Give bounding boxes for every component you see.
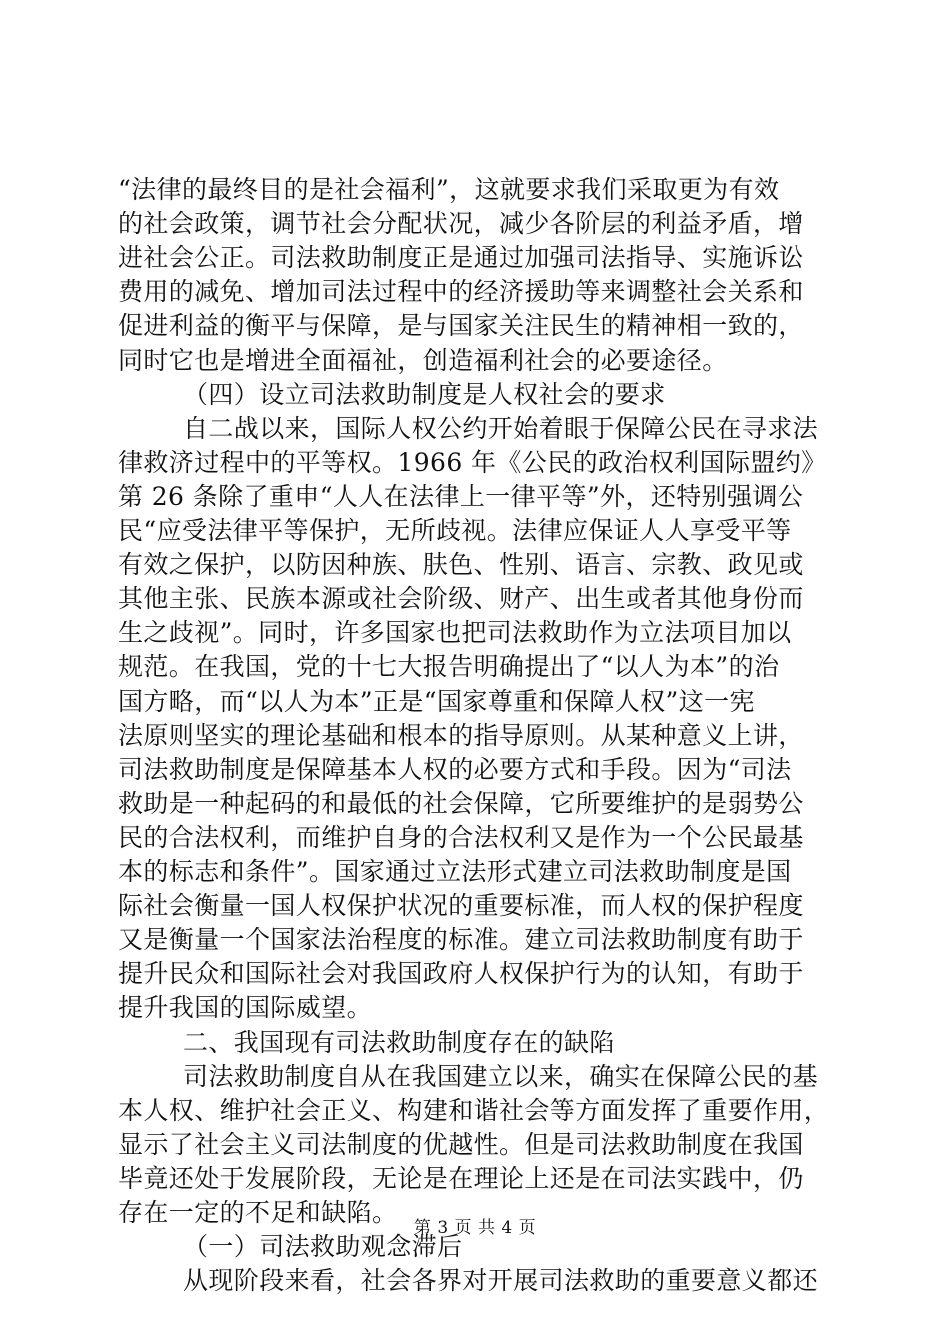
text-line: 毕竟还处于发展阶段，无论是在理论上还是在司法实践中，仍 <box>118 1164 804 1193</box>
text-line: 提升我国的国际威望。 <box>118 993 373 1022</box>
text-line: 其他主张、民族本源或社会阶级、财产、出生或者其他身份而 <box>118 584 804 613</box>
text-line: 的社会政策，调节社会分配状况，减少各阶层的利益矛盾，增 <box>118 209 804 238</box>
text-line: 律救济过程中的平等权。1966 年《公民的政治权利国际盟约》 <box>118 448 827 477</box>
text-line: 从现阶段来看，社会各界对开展司法救助的重要意义都还 <box>183 1266 819 1295</box>
text-line: 自二战以来，国际人权公约开始着眼于保障公民在寻求法 <box>183 414 819 443</box>
section-heading: 二、我国现有司法救助制度存在的缺陷 <box>183 1028 615 1057</box>
text-line: 又是衡量一个国家法治程度的标准。建立司法救助制度有助于 <box>118 925 804 954</box>
text-line: 司法救助制度自从在我国建立以来，确实在保障公民的基 <box>183 1062 819 1091</box>
text-line: 促进利益的衡平与保障，是与国家关注民生的精神相一致的， <box>118 311 804 340</box>
text-line: “法律的最终目的是社会福利”，这就要求我们采取更为有效 <box>118 175 780 204</box>
text-line: 费用的减免、增加司法过程中的经济援助等来调整社会关系和 <box>118 277 804 306</box>
text-line: 民“应受法律平等保护，无所歧视。法律应保证人人享受平等 <box>118 516 792 545</box>
section-heading: （四）设立司法救助制度是人权社会的要求 <box>183 380 666 409</box>
text-line: 本人权、维护社会正义、构建和谐社会等方面发挥了重要作用， <box>118 1096 830 1125</box>
text-line: 显示了社会主义司法制度的优越性。但是司法救助制度在我国 <box>118 1130 804 1159</box>
page-number-footer: 第 3 页 共 4 页 <box>413 1218 537 1238</box>
text-line: 存在一定的不足和缺陷。 <box>118 1198 398 1227</box>
text-line: 规范。在我国，党的十七大报告明确提出了“以人为本”的治 <box>118 652 780 681</box>
text-line: 进社会公正。司法救助制度正是通过加强司法指导、实施诉讼 <box>118 243 804 272</box>
section-heading: （一）司法救助观念滞后 <box>183 1232 463 1261</box>
text-line: 际社会衡量一国人权保护状况的重要标准，而人权的保护程度 <box>118 891 804 920</box>
text-line: 法原则坚实的理论基础和根本的指导原则。从某种意义上讲， <box>118 721 804 750</box>
text-line: 提升民众和国际社会对我国政府人权保护行为的认知，有助于 <box>118 959 804 988</box>
text-line: 生之歧视”。同时，许多国家也把司法救助作为立法项目加以 <box>118 618 792 647</box>
text-line: 有效之保护，以防因种族、肤色、性别、语言、宗教、政见或 <box>118 550 804 579</box>
text-line: 国方略，而“以人为本”正是“国家尊重和保障人权”这一宪 <box>118 687 755 716</box>
text-line: 救助是一种起码的和最低的社会保障，它所要维护的是弱势公 <box>118 789 804 818</box>
text-line: 民的合法权利，而维护自身的合法权利又是作为一个公民最基 <box>118 823 804 852</box>
text-line: 第 26 条除了重申“人人在法律上一律平等”外，还特别强调公 <box>118 482 804 511</box>
text-line: 本的标志和条件”。国家通过立法形式建立司法救助制度是国 <box>118 857 792 886</box>
text-line: 同时它也是增进全面福祉，创造福利社会的必要途径。 <box>118 346 728 375</box>
text-line: 司法救助制度是保障基本人权的必要方式和手段。因为“司法 <box>118 755 792 784</box>
